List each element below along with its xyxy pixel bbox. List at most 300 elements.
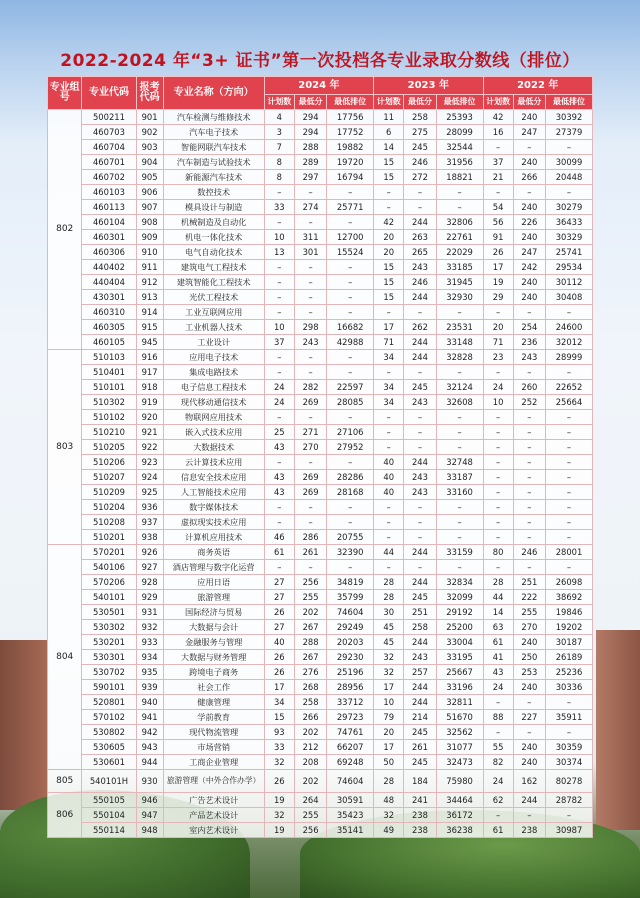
min-rank-2024-cell: 74761: [327, 725, 374, 740]
plan-2023-cell: –: [374, 530, 404, 545]
min-rank-2023-cell: 32124: [436, 380, 483, 395]
apply-code-cell: 934: [136, 650, 163, 665]
min-rank-2023-cell: 32562: [436, 725, 483, 740]
major-name-cell: 跨境电子商务: [163, 665, 264, 680]
major-code-cell: 430301: [82, 290, 136, 305]
min-rank-2022-cell: 30099: [546, 155, 593, 170]
min-rank-2023-cell: 33185: [436, 260, 483, 275]
major-name-cell: 现代物流管理: [163, 725, 264, 740]
header-plan: 计划数: [374, 95, 404, 110]
major-code-cell: 500211: [82, 110, 136, 125]
min-score-2024-cell: 256: [294, 823, 326, 838]
table-row: [48, 560, 593, 575]
major-code-cell: 550104: [82, 808, 136, 823]
min-rank-2022-cell: –: [546, 470, 593, 485]
min-score-2022-cell: 240: [513, 275, 545, 290]
min-score-2022-cell: 243: [513, 350, 545, 365]
min-rank-2023-cell: 28099: [436, 125, 483, 140]
major-code-cell: 510208: [82, 515, 136, 530]
plan-2024-cell: 46: [264, 530, 294, 545]
plan-2024-cell: 43: [264, 485, 294, 500]
apply-code-cell: 942: [136, 725, 163, 740]
min-rank-2023-cell: 32828: [436, 350, 483, 365]
major-code-cell: 530501: [82, 605, 136, 620]
header-plan: 计划数: [264, 95, 294, 110]
table-row: [48, 410, 593, 425]
min-rank-2023-cell: 32473: [436, 755, 483, 770]
plan-2024-cell: 34: [264, 695, 294, 710]
plan-2024-cell: 27: [264, 620, 294, 635]
min-rank-2022-cell: 30374: [546, 755, 593, 770]
plan-2024-cell: 7: [264, 140, 294, 155]
plan-2022-cell: 91: [483, 230, 513, 245]
min-rank-2023-cell: 33160: [436, 485, 483, 500]
min-score-2024-cell: 243: [294, 335, 326, 350]
table-row: [48, 380, 593, 395]
min-rank-2023-cell: 32834: [436, 575, 483, 590]
min-score-2022-cell: 236: [513, 335, 545, 350]
min-score-2023-cell: 245: [404, 380, 436, 395]
apply-code-cell: 936: [136, 500, 163, 515]
min-score-2023-cell: –: [404, 365, 436, 380]
min-rank-2022-cell: 30279: [546, 200, 593, 215]
plan-2023-cell: 34: [374, 350, 404, 365]
min-rank-2024-cell: 74604: [327, 770, 374, 793]
plan-2023-cell: 20: [374, 725, 404, 740]
major-code-cell: 510201: [82, 530, 136, 545]
plan-2024-cell: 32: [264, 808, 294, 823]
min-rank-2023-cell: 23531: [436, 320, 483, 335]
major-name-cell: 电气自动化技术: [163, 245, 264, 260]
major-name-cell: 汽车制造与试验技术: [163, 155, 264, 170]
plan-2024-cell: 37: [264, 335, 294, 350]
major-code-cell: 460701: [82, 155, 136, 170]
plan-2023-cell: –: [374, 410, 404, 425]
min-score-2023-cell: –: [404, 200, 436, 215]
min-rank-2024-cell: 35141: [327, 823, 374, 838]
major-code-cell: 510207: [82, 470, 136, 485]
min-score-2023-cell: –: [404, 410, 436, 425]
min-score-2024-cell: –: [294, 215, 326, 230]
apply-code-cell: 935: [136, 665, 163, 680]
min-rank-2022-cell: –: [546, 425, 593, 440]
min-rank-2023-cell: 34464: [436, 793, 483, 808]
min-score-2022-cell: 247: [513, 125, 545, 140]
plan-2024-cell: 32: [264, 755, 294, 770]
min-rank-2022-cell: –: [546, 515, 593, 530]
plan-2024-cell: 10: [264, 230, 294, 245]
plan-2023-cell: 32: [374, 808, 404, 823]
major-code-cell: 540101: [82, 590, 136, 605]
header-min-rank: 最低排位: [546, 95, 593, 110]
major-code-cell: 460103: [82, 185, 136, 200]
plan-2023-cell: 28: [374, 575, 404, 590]
plan-2023-cell: 48: [374, 793, 404, 808]
plan-2022-cell: 54: [483, 200, 513, 215]
min-rank-2022-cell: 30392: [546, 110, 593, 125]
table-row: [48, 260, 593, 275]
score-table: [47, 76, 593, 838]
table-row: [48, 695, 593, 710]
major-code-cell: 550114: [82, 823, 136, 838]
plan-2022-cell: –: [483, 530, 513, 545]
min-rank-2024-cell: 19720: [327, 155, 374, 170]
min-score-2023-cell: 238: [404, 823, 436, 838]
min-score-2024-cell: –: [294, 185, 326, 200]
min-rank-2023-cell: 31956: [436, 155, 483, 170]
min-score-2024-cell: 256: [294, 575, 326, 590]
group-id-cell: 802: [48, 110, 82, 350]
min-score-2022-cell: 244: [513, 793, 545, 808]
min-rank-2022-cell: 28782: [546, 793, 593, 808]
plan-2024-cell: 4: [264, 110, 294, 125]
min-score-2022-cell: 162: [513, 770, 545, 793]
plan-2023-cell: –: [374, 200, 404, 215]
min-rank-2022-cell: –: [546, 808, 593, 823]
table-row: [48, 485, 593, 500]
min-rank-2022-cell: 38692: [546, 590, 593, 605]
plan-2023-cell: 40: [374, 470, 404, 485]
apply-code-cell: 926: [136, 545, 163, 560]
major-name-cell: 汽车检测与维修技术: [163, 110, 264, 125]
min-rank-2024-cell: –: [327, 365, 374, 380]
major-name-cell: 建筑电气工程技术: [163, 260, 264, 275]
major-name-cell: 室内艺术设计: [163, 823, 264, 838]
major-name-cell: 国际经济与贸易: [163, 605, 264, 620]
table-row: [48, 245, 593, 260]
apply-code-cell: 917: [136, 365, 163, 380]
min-rank-2024-cell: 16682: [327, 320, 374, 335]
apply-code-cell: 915: [136, 320, 163, 335]
plan-2024-cell: 10: [264, 320, 294, 335]
min-rank-2023-cell: 32930: [436, 290, 483, 305]
min-rank-2022-cell: 26189: [546, 650, 593, 665]
plan-2023-cell: –: [374, 425, 404, 440]
min-rank-2024-cell: –: [327, 515, 374, 530]
plan-2024-cell: 27: [264, 575, 294, 590]
major-name-cell: 产品艺术设计: [163, 808, 264, 823]
background-building-right: [596, 630, 640, 830]
major-name-cell: 大数据技术: [163, 440, 264, 455]
plan-2022-cell: –: [483, 455, 513, 470]
plan-2022-cell: –: [483, 485, 513, 500]
min-score-2022-cell: 260: [513, 380, 545, 395]
major-name-cell: 云计算技术应用: [163, 455, 264, 470]
plan-2024-cell: 15: [264, 710, 294, 725]
header-code: 专业代码: [82, 77, 136, 110]
plan-2023-cell: 28: [374, 770, 404, 793]
min-rank-2024-cell: –: [327, 560, 374, 575]
table-row: [48, 755, 593, 770]
min-rank-2024-cell: –: [327, 290, 374, 305]
plan-2022-cell: –: [483, 808, 513, 823]
major-name-cell: 机电一体化技术: [163, 230, 264, 245]
min-rank-2022-cell: 19202: [546, 620, 593, 635]
min-rank-2023-cell: –: [436, 185, 483, 200]
plan-2024-cell: –: [264, 410, 294, 425]
table-row: [48, 140, 593, 155]
min-score-2024-cell: 276: [294, 665, 326, 680]
apply-code-cell: 931: [136, 605, 163, 620]
min-rank-2023-cell: 22761: [436, 230, 483, 245]
min-score-2022-cell: 247: [513, 245, 545, 260]
plan-2023-cell: 40: [374, 485, 404, 500]
min-score-2024-cell: –: [294, 275, 326, 290]
min-score-2022-cell: –: [513, 560, 545, 575]
plan-2023-cell: 30: [374, 605, 404, 620]
major-name-cell: 社会工作: [163, 680, 264, 695]
plan-2024-cell: 61: [264, 545, 294, 560]
min-score-2023-cell: 263: [404, 230, 436, 245]
min-score-2022-cell: –: [513, 515, 545, 530]
major-name-cell: 大数据与会计: [163, 620, 264, 635]
plan-2022-cell: 26: [483, 245, 513, 260]
min-score-2023-cell: –: [404, 305, 436, 320]
min-score-2023-cell: –: [404, 425, 436, 440]
major-name-cell: 计算机应用技术: [163, 530, 264, 545]
plan-2022-cell: –: [483, 470, 513, 485]
min-score-2024-cell: 267: [294, 650, 326, 665]
table-row: [48, 575, 593, 590]
min-score-2022-cell: 240: [513, 290, 545, 305]
plan-2022-cell: 61: [483, 823, 513, 838]
plan-2022-cell: 28: [483, 575, 513, 590]
major-name-cell: 汽车电子技术: [163, 125, 264, 140]
min-score-2022-cell: –: [513, 365, 545, 380]
major-name-cell: 机械制造及自动化: [163, 215, 264, 230]
plan-2024-cell: 27: [264, 590, 294, 605]
major-name-cell: 人工智能技术应用: [163, 485, 264, 500]
plan-2024-cell: 43: [264, 470, 294, 485]
min-score-2022-cell: –: [513, 470, 545, 485]
plan-2022-cell: –: [483, 500, 513, 515]
table-row: [48, 635, 593, 650]
table-row: [48, 620, 593, 635]
plan-2022-cell: 16: [483, 125, 513, 140]
plan-2024-cell: 93: [264, 725, 294, 740]
major-name-cell: 智能网联汽车技术: [163, 140, 264, 155]
min-rank-2023-cell: 33004: [436, 635, 483, 650]
min-rank-2024-cell: –: [327, 410, 374, 425]
table-row: [48, 275, 593, 290]
min-score-2023-cell: 251: [404, 605, 436, 620]
major-code-cell: 510205: [82, 440, 136, 455]
min-score-2023-cell: 244: [404, 575, 436, 590]
min-score-2024-cell: 269: [294, 395, 326, 410]
min-rank-2024-cell: –: [327, 455, 374, 470]
min-score-2024-cell: 268: [294, 680, 326, 695]
min-rank-2023-cell: 25393: [436, 110, 483, 125]
major-code-cell: 510210: [82, 425, 136, 440]
min-rank-2024-cell: –: [327, 275, 374, 290]
min-score-2023-cell: 244: [404, 335, 436, 350]
plan-2022-cell: –: [483, 425, 513, 440]
plan-2024-cell: 19: [264, 823, 294, 838]
plan-2022-cell: 24: [483, 680, 513, 695]
plan-2022-cell: 37: [483, 155, 513, 170]
apply-code-cell: 914: [136, 305, 163, 320]
plan-2022-cell: 41: [483, 650, 513, 665]
min-rank-2024-cell: 35799: [327, 590, 374, 605]
min-score-2022-cell: 240: [513, 230, 545, 245]
table-row: [48, 305, 593, 320]
plan-2022-cell: 71: [483, 335, 513, 350]
min-score-2022-cell: –: [513, 725, 545, 740]
group-id-cell: 804: [48, 545, 82, 770]
min-score-2022-cell: –: [513, 485, 545, 500]
table-row: [48, 680, 593, 695]
min-rank-2022-cell: –: [546, 455, 593, 470]
min-rank-2024-cell: 30591: [327, 793, 374, 808]
plan-2024-cell: 26: [264, 605, 294, 620]
plan-2024-cell: 19: [264, 793, 294, 808]
major-name-cell: 集成电路技术: [163, 365, 264, 380]
min-score-2024-cell: 266: [294, 710, 326, 725]
apply-code-cell: 943: [136, 740, 163, 755]
plan-2022-cell: –: [483, 365, 513, 380]
plan-2023-cell: 17: [374, 740, 404, 755]
major-code-cell: 460704: [82, 140, 136, 155]
major-code-cell: 550105: [82, 793, 136, 808]
min-rank-2023-cell: –: [436, 530, 483, 545]
min-rank-2022-cell: 29534: [546, 260, 593, 275]
min-score-2024-cell: 289: [294, 155, 326, 170]
min-rank-2022-cell: 30987: [546, 823, 593, 838]
table-row: [48, 335, 593, 350]
plan-2024-cell: –: [264, 455, 294, 470]
min-score-2022-cell: 240: [513, 755, 545, 770]
plan-2022-cell: –: [483, 440, 513, 455]
table-row: [48, 365, 593, 380]
min-rank-2022-cell: 24600: [546, 320, 593, 335]
min-rank-2024-cell: –: [327, 215, 374, 230]
major-code-cell: 530302: [82, 620, 136, 635]
min-score-2024-cell: 288: [294, 140, 326, 155]
apply-code-cell: 948: [136, 823, 163, 838]
major-code-cell: 460306: [82, 245, 136, 260]
min-rank-2024-cell: –: [327, 350, 374, 365]
min-score-2024-cell: 286: [294, 530, 326, 545]
major-code-cell: 510302: [82, 395, 136, 410]
apply-code-cell: 932: [136, 620, 163, 635]
score-table-body: [48, 110, 593, 838]
table-row: [48, 770, 593, 793]
group-id-cell: 803: [48, 350, 82, 545]
min-score-2022-cell: 252: [513, 395, 545, 410]
min-rank-2022-cell: 25741: [546, 245, 593, 260]
min-score-2022-cell: 238: [513, 823, 545, 838]
major-code-cell: 530201: [82, 635, 136, 650]
min-score-2022-cell: 226: [513, 215, 545, 230]
min-score-2023-cell: 245: [404, 140, 436, 155]
min-rank-2022-cell: 22652: [546, 380, 593, 395]
min-rank-2024-cell: 19882: [327, 140, 374, 155]
min-score-2023-cell: 246: [404, 275, 436, 290]
plan-2024-cell: –: [264, 275, 294, 290]
min-score-2023-cell: 245: [404, 725, 436, 740]
header-min-rank: 最低排位: [327, 95, 374, 110]
min-rank-2022-cell: –: [546, 185, 593, 200]
major-code-cell: 510102: [82, 410, 136, 425]
plan-2023-cell: 44: [374, 545, 404, 560]
major-name-cell: 工商企业管理: [163, 755, 264, 770]
min-score-2022-cell: –: [513, 305, 545, 320]
plan-2022-cell: 44: [483, 590, 513, 605]
plan-2024-cell: 26: [264, 770, 294, 793]
min-score-2022-cell: 227: [513, 710, 545, 725]
major-code-cell: 530802: [82, 725, 136, 740]
header-year-2022: 2022 年: [483, 77, 592, 95]
plan-2023-cell: 6: [374, 125, 404, 140]
min-score-2022-cell: 240: [513, 110, 545, 125]
plan-2023-cell: –: [374, 365, 404, 380]
plan-2022-cell: 10: [483, 395, 513, 410]
major-name-cell: 工业设计: [163, 335, 264, 350]
apply-code-cell: 938: [136, 530, 163, 545]
min-score-2023-cell: –: [404, 530, 436, 545]
major-name-cell: 应用电子技术: [163, 350, 264, 365]
plan-2024-cell: 33: [264, 740, 294, 755]
plan-2022-cell: 88: [483, 710, 513, 725]
min-rank-2024-cell: 22597: [327, 380, 374, 395]
min-rank-2024-cell: 69248: [327, 755, 374, 770]
apply-code-cell: 909: [136, 230, 163, 245]
min-rank-2022-cell: 30329: [546, 230, 593, 245]
header-min-score: 最低分: [294, 95, 326, 110]
min-rank-2022-cell: 30187: [546, 635, 593, 650]
min-score-2022-cell: –: [513, 808, 545, 823]
plan-2024-cell: 33: [264, 200, 294, 215]
apply-code-cell: 918: [136, 380, 163, 395]
min-score-2023-cell: 245: [404, 590, 436, 605]
min-rank-2022-cell: –: [546, 410, 593, 425]
min-score-2024-cell: –: [294, 515, 326, 530]
plan-2024-cell: –: [264, 500, 294, 515]
min-score-2023-cell: 244: [404, 635, 436, 650]
min-score-2024-cell: –: [294, 410, 326, 425]
min-score-2022-cell: –: [513, 185, 545, 200]
min-rank-2024-cell: –: [327, 185, 374, 200]
major-name-cell: 大数据与财务管理: [163, 650, 264, 665]
min-score-2024-cell: 294: [294, 125, 326, 140]
min-score-2022-cell: 254: [513, 320, 545, 335]
plan-2023-cell: 20: [374, 230, 404, 245]
min-rank-2024-cell: 20203: [327, 635, 374, 650]
min-rank-2023-cell: 33187: [436, 470, 483, 485]
major-code-cell: 510209: [82, 485, 136, 500]
min-rank-2023-cell: 32811: [436, 695, 483, 710]
min-score-2024-cell: –: [294, 560, 326, 575]
min-score-2022-cell: –: [513, 455, 545, 470]
min-rank-2022-cell: –: [546, 440, 593, 455]
plan-2022-cell: 80: [483, 545, 513, 560]
min-score-2022-cell: –: [513, 695, 545, 710]
min-score-2023-cell: 244: [404, 455, 436, 470]
min-score-2023-cell: 243: [404, 485, 436, 500]
plan-2022-cell: 62: [483, 793, 513, 808]
min-rank-2022-cell: 19846: [546, 605, 593, 620]
table-row: [48, 230, 593, 245]
min-score-2023-cell: 214: [404, 710, 436, 725]
table-row: [48, 185, 593, 200]
min-score-2022-cell: 240: [513, 200, 545, 215]
min-score-2023-cell: 243: [404, 260, 436, 275]
table-row: [48, 320, 593, 335]
min-rank-2022-cell: 25664: [546, 395, 593, 410]
min-rank-2023-cell: 51670: [436, 710, 483, 725]
min-rank-2024-cell: 28286: [327, 470, 374, 485]
min-rank-2022-cell: –: [546, 500, 593, 515]
